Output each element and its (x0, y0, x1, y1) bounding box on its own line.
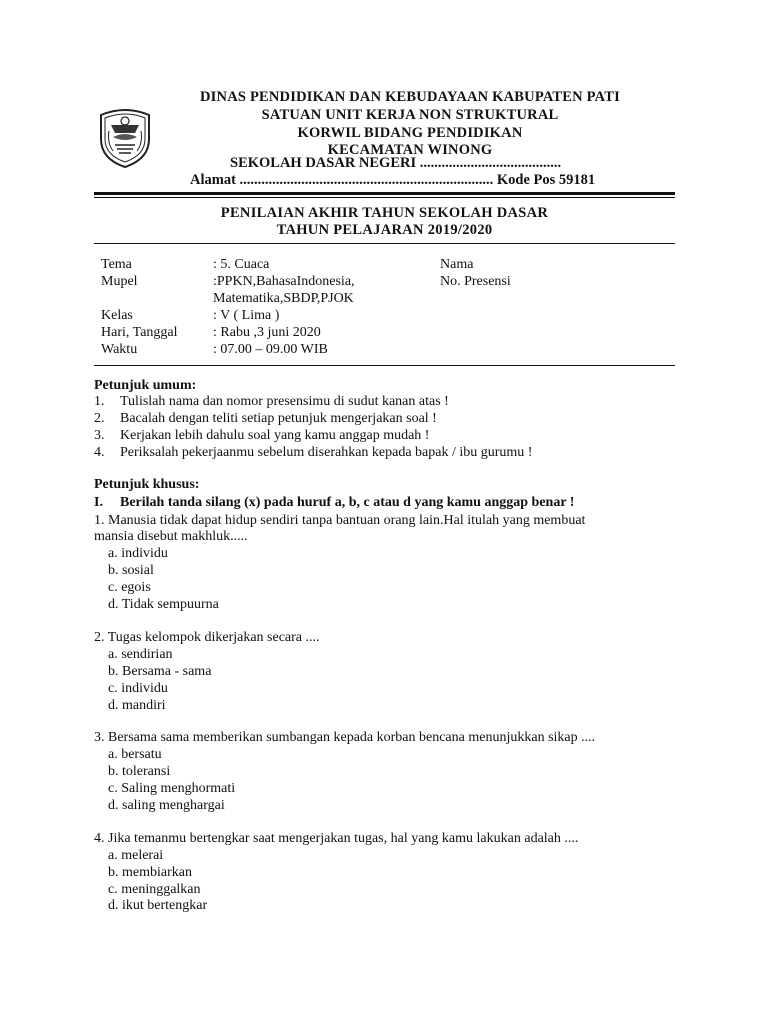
question-3-option-c[interactable]: c. Saling menghormati (108, 781, 236, 796)
question-1-text: 1. Manusia tidak dapat hidup sendiri tanpa bantuan orang lain.Hal itulah yang membuat (94, 513, 586, 528)
instruction-number: 1. (94, 394, 105, 409)
instruction-text: Bacalah dengan teliti setiap petunjuk mengerjakan soal ! (120, 411, 437, 426)
question-1-option-a[interactable]: a. individu (108, 546, 168, 561)
exam-title: PENILAIAN AKHIR TAHUN SEKOLAH DASAR (220, 205, 549, 221)
mupel-value-2: Matematika,SBDP,PJOK (213, 291, 354, 306)
nama-label: Nama (440, 257, 474, 272)
waktu-value: : 07.00 – 09.00 WIB (213, 342, 328, 357)
letterhead-korwil: KORWIL BIDANG PENDIDIKAN (297, 125, 523, 141)
question-4-text: 4. Jika temanmu bertengkar saat mengerjakan tugas, hal yang kamu lakukan adalah .... (94, 831, 579, 846)
instruction-number: 3. (94, 428, 105, 443)
question-1-option-d[interactable]: d. Tidak sempuurna (108, 597, 219, 612)
instruction-text: Periksalah pekerjaanmu sebelum diserahkan kepada bapak / ibu gurumu ! (120, 445, 533, 460)
section-number: I. (94, 495, 103, 510)
mupel-value-1: :PPKN,BahasaIndonesia, (213, 274, 355, 289)
kelas-label: Kelas (101, 308, 133, 323)
question-3-option-d[interactable]: d. saling menghargai (108, 798, 225, 813)
regency-crest-logo (95, 103, 155, 169)
info-top-divider (94, 243, 675, 244)
general-instructions-heading: Petunjuk umum: (94, 378, 197, 393)
hari-value: : Rabu ,3 juni 2020 (213, 325, 321, 340)
question-4-option-d[interactable]: d. ikut bertengkar (108, 898, 208, 913)
waktu-label: Waktu (101, 342, 138, 357)
question-1-option-b[interactable]: b. sosial (108, 563, 154, 578)
question-3-option-b[interactable]: b. toleransi (108, 764, 171, 779)
instruction-number: 4. (94, 445, 105, 460)
header-divider-thin (94, 197, 675, 198)
letterhead-agency: DINAS PENDIDIKAN DAN KEBUDAYAAN KABUPATEN PATI (200, 89, 620, 105)
question-4-option-a[interactable]: a. melerai (108, 848, 164, 863)
hari-label: Hari, Tanggal (101, 325, 178, 340)
section-instruction: Berilah tanda silang (x) pada huruf a, b, c atau d yang kamu anggap benar ! (120, 495, 575, 510)
question-2-option-a[interactable]: a. sendirian (108, 647, 173, 662)
question-4-option-b[interactable]: b. membiarkan (108, 865, 192, 880)
tema-label: Tema (101, 257, 132, 272)
specific-instructions-heading: Petunjuk khusus: (94, 477, 200, 492)
tema-value: : 5. Cuaca (213, 257, 270, 272)
question-2-option-d[interactable]: d. mandiri (108, 698, 166, 713)
info-bottom-divider (94, 365, 675, 366)
letterhead-district: KECAMATAN WINONG (327, 142, 493, 158)
instruction-number: 2. (94, 411, 105, 426)
instruction-text: Kerjakan lebih dahulu soal yang kamu anggap mudah ! (120, 428, 430, 443)
question-1-text-cont: mansia disebut makhluk..... (94, 529, 248, 544)
question-3-option-a[interactable]: a. bersatu (108, 747, 162, 762)
letterhead-address: Alamat ...................................................................... Kode Pos 59181 (190, 172, 596, 188)
question-4-option-c[interactable]: c. meninggalkan (108, 882, 201, 897)
instruction-text: Tulislah nama dan nomor presensimu di sudut kanan atas ! (120, 394, 449, 409)
letterhead-school: SEKOLAH DASAR NEGERI ....................................... (230, 155, 562, 171)
exam-year: TAHUN PELAJARAN 2019/2020 (276, 222, 493, 238)
question-2-option-c[interactable]: c. individu (108, 681, 168, 696)
letterhead-unit: SATUAN UNIT KERJA NON STRUKTURAL (261, 107, 559, 123)
header-divider-thick (94, 192, 675, 195)
question-2-text: 2. Tugas kelompok dikerjakan secara .... (94, 630, 320, 645)
question-3-text: 3. Bersama sama memberikan sumbangan kepada korban bencana menunjukkan sikap .... (94, 730, 596, 745)
question-1-option-c[interactable]: c. egois (108, 580, 151, 595)
mupel-label: Mupel (101, 274, 138, 289)
kelas-value: : V ( Lima ) (213, 308, 280, 323)
presensi-label: No. Presensi (440, 274, 511, 289)
question-2-option-b[interactable]: b. Bersama - sama (108, 664, 212, 679)
